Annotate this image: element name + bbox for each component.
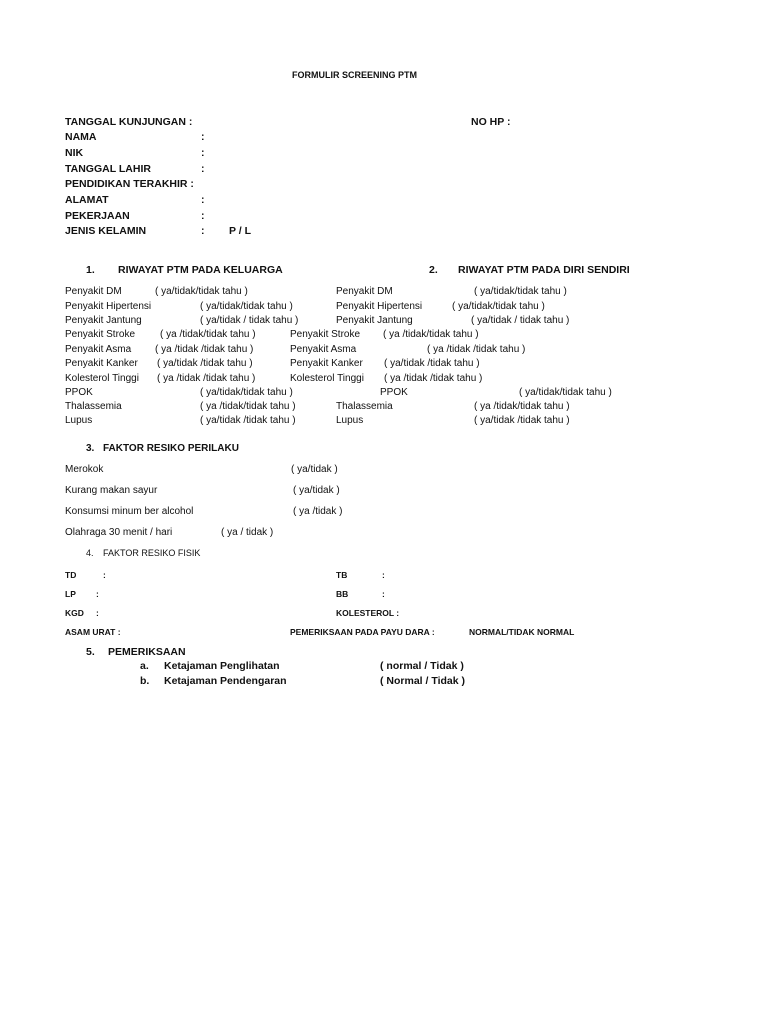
exam-marker: b. bbox=[140, 675, 150, 687]
behavior-value: ( ya/tidak ) bbox=[291, 464, 338, 475]
behavior-value: ( ya / tidak ) bbox=[221, 527, 274, 538]
colon: : bbox=[201, 210, 205, 222]
colon: : bbox=[382, 589, 385, 599]
field-nama: NAMA bbox=[65, 131, 97, 143]
history-right-label: Kolesterol Tinggi bbox=[290, 373, 364, 384]
history-left-value: ( ya /tidak/tidak tahu ) bbox=[160, 329, 256, 340]
history-right-label: Lupus bbox=[336, 415, 364, 426]
behavior-label: Kurang makan sayur bbox=[65, 485, 158, 496]
section5-title: PEMERIKSAAN bbox=[108, 646, 186, 658]
exam-value: ( Normal / Tidak ) bbox=[380, 675, 465, 687]
exam-label: Ketajaman Penglihatan bbox=[164, 660, 280, 672]
lp-label: LP bbox=[65, 589, 76, 599]
history-left-value: ( ya/tidak/tidak tahu ) bbox=[200, 301, 293, 312]
history-left-value: ( ya/tidak /tidak tahu ) bbox=[200, 415, 296, 426]
colon: : bbox=[96, 608, 99, 618]
exam-value: ( normal / Tidak ) bbox=[380, 660, 464, 672]
behavior-value: ( ya/tidak ) bbox=[293, 485, 340, 496]
section1-title: RIWAYAT PTM PADA KELUARGA bbox=[118, 264, 283, 276]
history-right-value: ( ya /tidak/tidak tahu ) bbox=[383, 329, 479, 340]
history-right-value: ( ya/tidak / tidak tahu ) bbox=[471, 315, 570, 326]
history-right-value: ( ya /tidak/tidak tahu ) bbox=[474, 401, 570, 412]
history-left-label: Penyakit Stroke bbox=[65, 329, 136, 340]
behavior-label: Merokok bbox=[65, 464, 104, 475]
history-right-value: ( ya/tidak/tidak tahu ) bbox=[474, 286, 567, 297]
section3-number: 3. bbox=[86, 443, 95, 454]
field-tanggal-lahir: TANGGAL LAHIR bbox=[65, 163, 151, 175]
behavior-label: Olahraga 30 menit / hari bbox=[65, 527, 173, 538]
history-left-label: Thalassemia bbox=[65, 401, 122, 412]
section2-number: 2. bbox=[429, 264, 438, 276]
payudara-value: NORMAL/TIDAK NORMAL bbox=[469, 627, 575, 637]
history-left-label: PPOK bbox=[65, 387, 93, 398]
history-right-value: ( ya /tidak /tidak tahu ) bbox=[427, 344, 526, 355]
behavior-value: ( ya /tidak ) bbox=[293, 506, 343, 517]
td-label: TD bbox=[65, 570, 77, 580]
kgd-label: KGD bbox=[65, 608, 84, 618]
kolesterol-label: KOLESTEROL : bbox=[336, 608, 400, 618]
colon: : bbox=[201, 131, 205, 143]
history-right-label: Penyakit Hipertensi bbox=[336, 301, 423, 312]
section4-number: 4. bbox=[86, 548, 94, 558]
section4-title: FAKTOR RESIKO FISIK bbox=[103, 548, 201, 558]
history-right-value: ( ya/tidak/tidak tahu ) bbox=[452, 301, 545, 312]
history-right-value: ( ya/tidak /tidak tahu ) bbox=[474, 415, 570, 426]
colon: : bbox=[201, 163, 205, 175]
history-left-value: ( ya/tidak/tidak tahu ) bbox=[200, 387, 293, 398]
history-right-label: Penyakit Stroke bbox=[290, 329, 361, 340]
history-right-label: PPOK bbox=[380, 387, 408, 398]
history-right-label: Penyakit Asma bbox=[290, 344, 357, 355]
section5-number: 5. bbox=[86, 646, 95, 658]
history-right-label: Thalassemia bbox=[336, 401, 393, 412]
history-left-label: Penyakit DM bbox=[65, 286, 122, 297]
history-left-value: ( ya /tidak /tidak tahu ) bbox=[157, 373, 256, 384]
field-no-hp: NO HP : bbox=[471, 116, 511, 128]
colon: : bbox=[96, 589, 99, 599]
field-pendidikan: PENDIDIKAN TERAKHIR : bbox=[65, 178, 194, 190]
exam-label: Ketajaman Pendengaran bbox=[164, 675, 287, 687]
history-left-label: Penyakit Asma bbox=[65, 344, 132, 355]
history-left-value: ( ya /tidak/tidak tahu ) bbox=[200, 401, 296, 412]
history-left-label: Penyakit Jantung bbox=[65, 315, 142, 326]
colon: : bbox=[382, 570, 385, 580]
field-tanggal-kunjungan: TANGGAL KUNJUNGAN : bbox=[65, 116, 193, 128]
tb-label: TB bbox=[336, 570, 348, 580]
bb-label: BB bbox=[336, 589, 349, 599]
field-jenis-kelamin: JENIS KELAMIN bbox=[65, 225, 147, 237]
section1-number: 1. bbox=[86, 264, 95, 276]
colon: : bbox=[103, 570, 106, 580]
gender-options: P / L bbox=[229, 225, 251, 237]
history-left-value: ( ya/tidak /tidak tahu ) bbox=[157, 358, 253, 369]
colon: : bbox=[201, 194, 205, 206]
history-right-value: ( ya /tidak /tidak tahu ) bbox=[384, 373, 483, 384]
field-pekerjaan: PEKERJAAN bbox=[65, 210, 130, 222]
behavior-label: Konsumsi minum ber alcohol bbox=[65, 506, 194, 517]
exam-marker: a. bbox=[140, 660, 149, 672]
history-right-label: Penyakit Jantung bbox=[336, 315, 413, 326]
payudara-label: PEMERIKSAAN PADA PAYU DARA : bbox=[290, 627, 435, 637]
history-left-label: Kolesterol Tinggi bbox=[65, 373, 139, 384]
asam-urat-label: ASAM URAT : bbox=[65, 627, 121, 637]
section2-title: RIWAYAT PTM PADA DIRI SENDIRI bbox=[458, 264, 630, 276]
history-right-label: Penyakit DM bbox=[336, 286, 393, 297]
history-left-label: Penyakit Kanker bbox=[65, 358, 138, 369]
history-left-label: Penyakit Hipertensi bbox=[65, 301, 152, 312]
history-right-label: Penyakit Kanker bbox=[290, 358, 363, 369]
history-left-value: ( ya/tidak/tidak tahu ) bbox=[155, 286, 248, 297]
colon: : bbox=[201, 147, 205, 159]
history-left-label: Lupus bbox=[65, 415, 93, 426]
field-alamat: ALAMAT bbox=[65, 194, 109, 206]
history-left-value: ( ya/tidak / tidak tahu ) bbox=[200, 315, 299, 326]
colon: : bbox=[201, 225, 205, 237]
field-nik: NIK bbox=[65, 147, 84, 159]
section3-title: FAKTOR RESIKO PERILAKU bbox=[103, 443, 239, 454]
history-left-value: ( ya /tidak /tidak tahu ) bbox=[155, 344, 254, 355]
history-right-value: ( ya/tidak /tidak tahu ) bbox=[384, 358, 480, 369]
history-right-value: ( ya/tidak/tidak tahu ) bbox=[519, 387, 612, 398]
page-title: FORMULIR SCREENING PTM bbox=[292, 70, 417, 80]
